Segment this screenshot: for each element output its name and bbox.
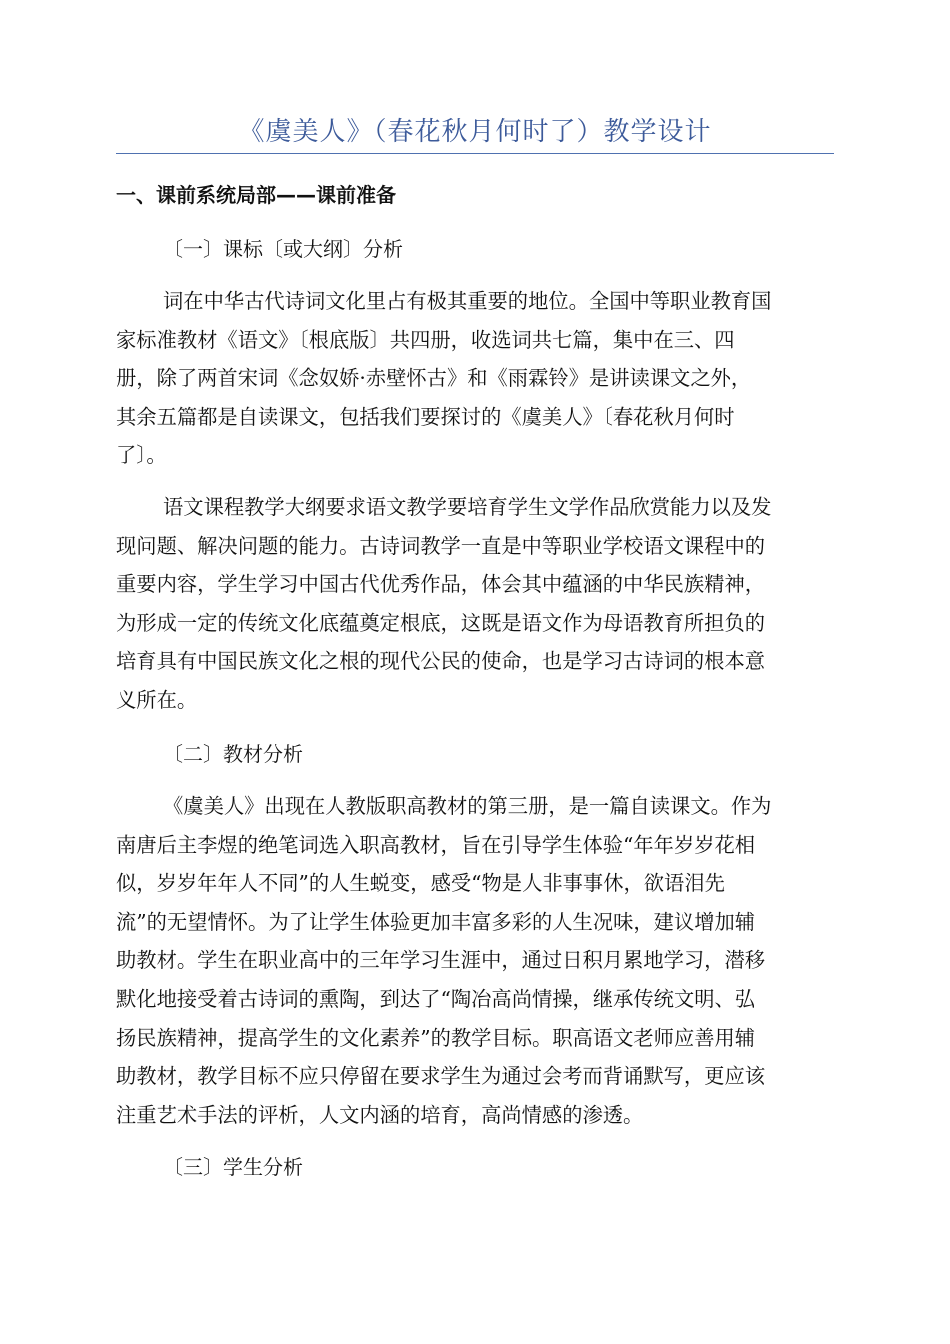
paragraph-line: 册，除了两首宋词《念奴娇·赤壁怀古》和《雨霖铃》是讲读课文之外， bbox=[116, 366, 752, 391]
paragraph-line: 重要内容，学生学习中国古代优秀作品，体会其中蕴涵的中华民族精神， bbox=[116, 572, 766, 597]
title-underline bbox=[116, 153, 834, 154]
paragraph-line: 了〕。 bbox=[116, 443, 167, 468]
paragraph-line: 扬民族精神，提高学生的文化素养”的教学目标。职高语文老师应善用辅 bbox=[116, 1025, 756, 1050]
paragraph-line: 现问题、解决问题的能力。古诗词教学一直是中等职业学校语文课程中的 bbox=[116, 533, 766, 558]
paragraph-line: 《虞美人》出现在人教版职高教材的第三册，是一篇自读课文。作为 bbox=[163, 794, 772, 818]
paragraph-line: 家标准教材《语文》〔根底版〕共四册，收选词共七篇，集中在三、四 bbox=[116, 327, 735, 352]
paragraph-line: 注重艺术手法的评析，人文内涵的培育，高尚情感的渗透。 bbox=[116, 1102, 644, 1127]
paragraph-line: 义所在。 bbox=[116, 687, 198, 712]
paragraph-line: 默化地接受着古诗词的熏陶，到达了“陶冶高尚情操，继承传统文明、弘 bbox=[116, 986, 756, 1011]
paragraph-line: 流”的无望情怀。为了让学生体验更加丰富多彩的人生况味，建议增加辅 bbox=[116, 909, 756, 934]
paragraph-line: 南唐后主李煜的绝笔词选入职高教材，旨在引导学生体验“年年岁岁花相 bbox=[116, 832, 756, 857]
paragraph-line: 语文课程教学大纲要求语文教学要培育学生文学作品欣赏能力以及发 bbox=[163, 495, 772, 519]
paragraph-line: 其余五篇都是自读课文，包括我们要探讨的《虞美人》〔春花秋月何时 bbox=[116, 404, 735, 429]
paragraph-line: 为形成一定的传统文化底蕴奠定根底，这既是语文作为母语教育所担负的 bbox=[116, 610, 766, 635]
paragraph-textbook-1 bbox=[116, 787, 834, 1134]
subsection-heading-curriculum: 〔一〕课标〔或大纲〕分析 bbox=[163, 237, 403, 261]
document-title: 《虞美人》（春花秋月何时了）教学设计 bbox=[238, 117, 712, 147]
paragraph-line: 培育具有中国民族文化之根的现代公民的使命，也是学习古诗词的根本意 bbox=[116, 649, 766, 674]
paragraph-curriculum-2 bbox=[116, 488, 834, 720]
paragraph-line: 助教材，教学目标不应只停留在要求学生为通过会考而背诵默写，更应该 bbox=[116, 1064, 766, 1089]
paragraph-line: 助教材。学生在职业高中的三年学习生涯中，通过日积月累地学习，潜移 bbox=[116, 948, 766, 973]
paragraph-line: 词在中华古代诗词文化里占有极其重要的地位。全国中等职业教育国 bbox=[163, 289, 772, 313]
paragraph-curriculum-1 bbox=[116, 282, 834, 475]
subsection-heading-textbook: 〔二〕教材分析 bbox=[163, 742, 303, 766]
subsection-heading-students: 〔三〕学生分析 bbox=[163, 1155, 303, 1179]
paragraph-line: 似，岁岁年年人不同”的人生蜕变，感受“物是人非事事休，欲语泪先 bbox=[116, 871, 725, 896]
section-heading-1: 一、课前系统局部——课前准备 bbox=[116, 183, 396, 207]
